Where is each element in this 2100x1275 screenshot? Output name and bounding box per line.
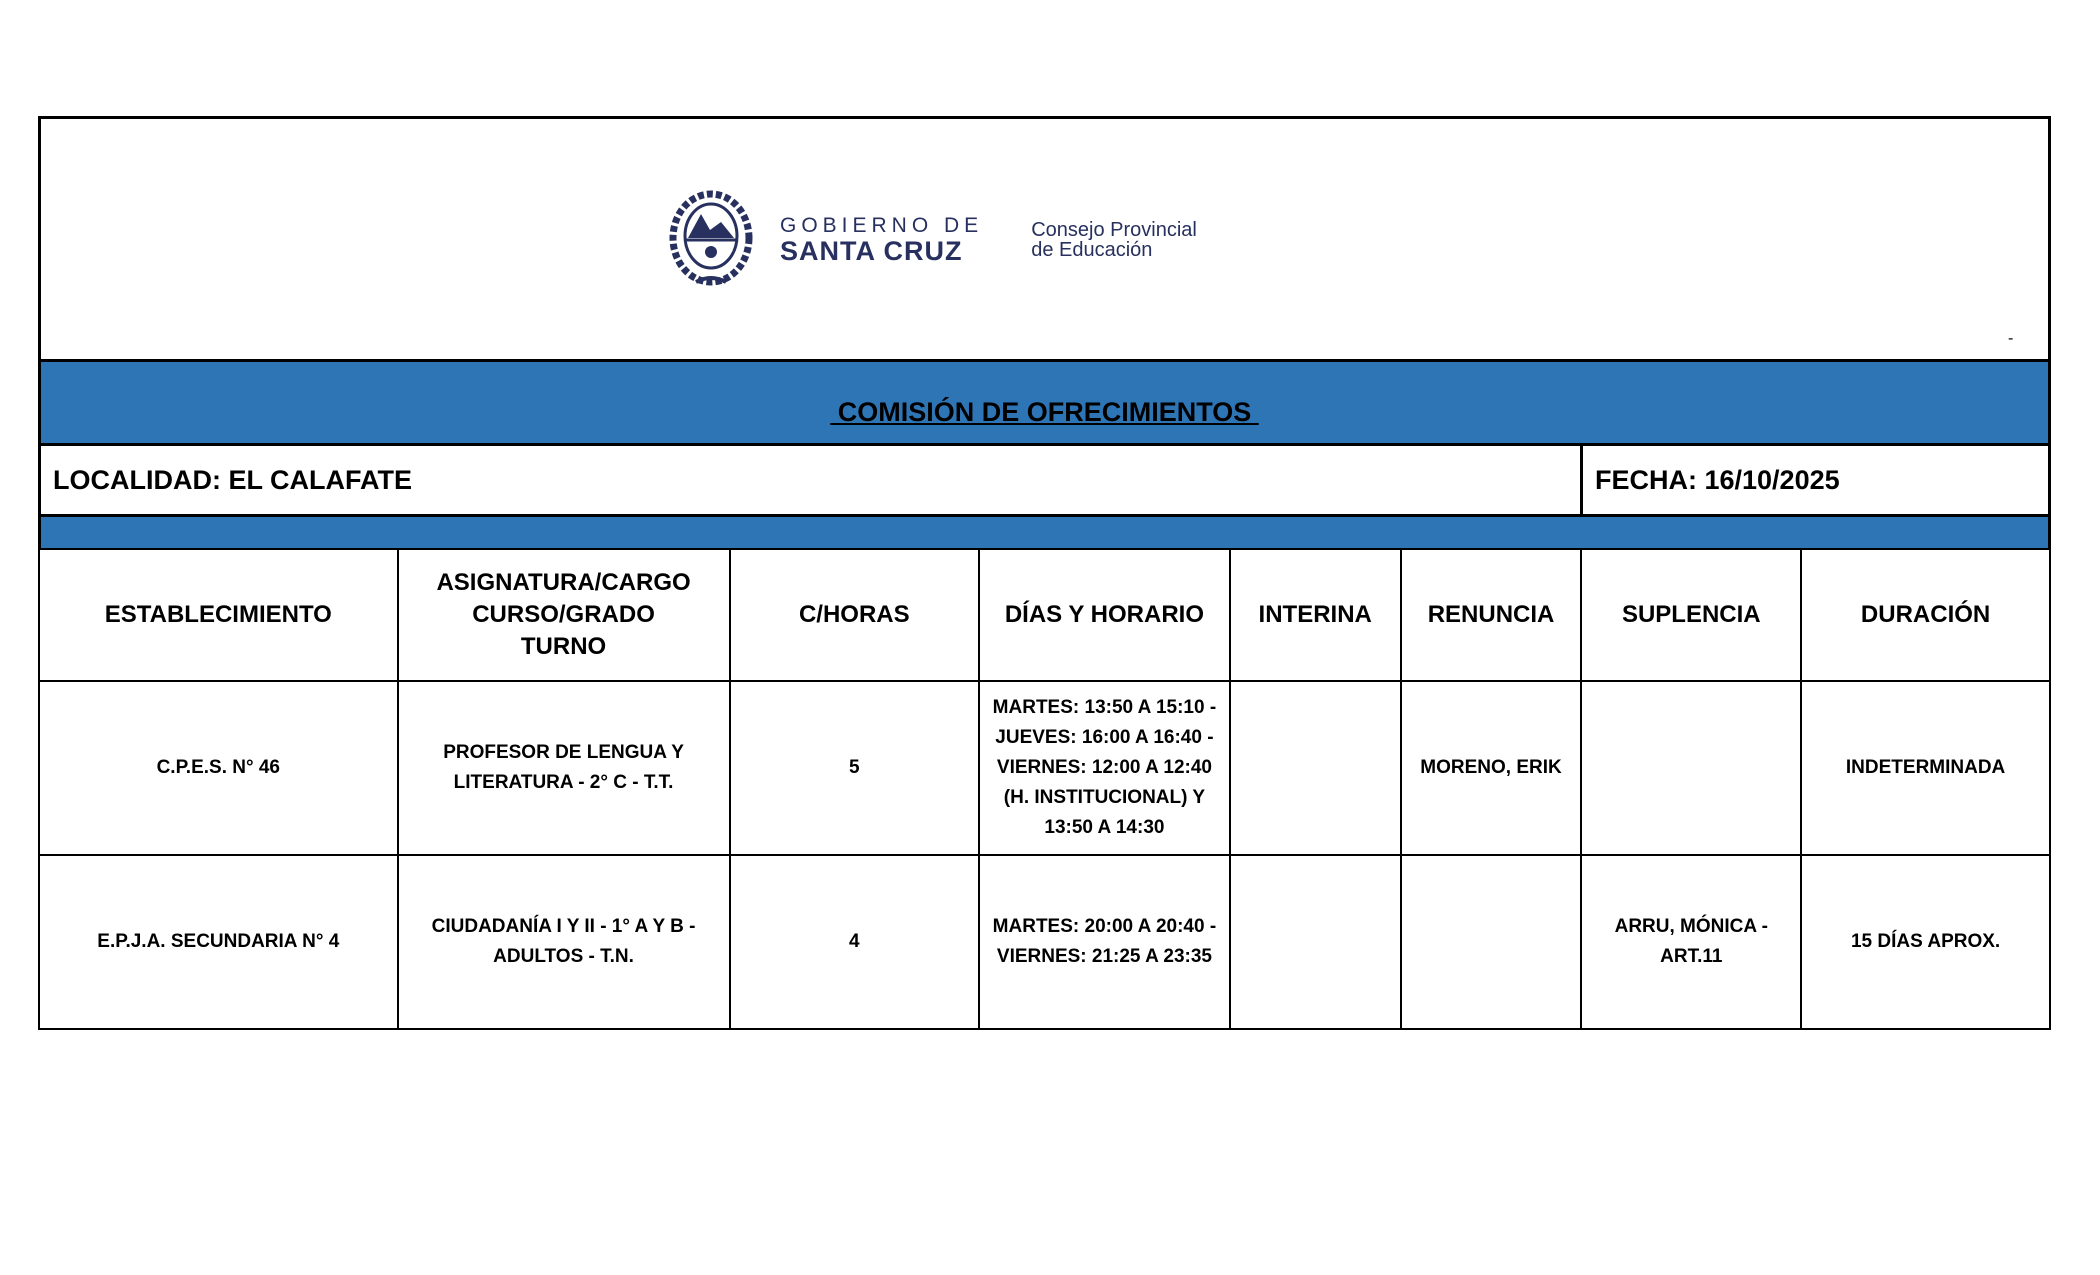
cell-asignatura: PROFESOR DE LENGUA Y LITERATURA - 2° C - T.T.	[398, 681, 730, 855]
col-duracion: DURACIÓN	[1801, 549, 2050, 681]
consejo-line1: Consejo Provincial	[1031, 219, 1197, 241]
cell-duracion: INDETERMINADA	[1801, 681, 2050, 855]
cell-renuncia	[1401, 855, 1582, 1029]
cell-suplencia: ARRU, MÓNICA - ART.11	[1581, 855, 1801, 1029]
logo-line1: GOBIERNO DE	[780, 214, 984, 237]
cell-interina	[1230, 681, 1401, 855]
cell-asignatura: CIUDADANÍA I Y II - 1° A Y B - ADULTOS - T.N.	[398, 855, 730, 1029]
info-row	[38, 443, 2051, 517]
cell-dias-horario: MARTES: 20:00 A 20:40 - VIERNES: 21:25 A 23:35	[979, 855, 1230, 1029]
cell-dias-horario: MARTES: 13:50 A 15:10 - JUEVES: 16:00 A 16:40 - VIERNES: 12:00 A 12:40 (H. INSTITUCIONAL) Y 13:50 A 14:30	[979, 681, 1230, 855]
cell-duracion: 15 DÍAS APROX.	[1801, 855, 2050, 1029]
gobierno-wordmark	[780, 215, 983, 265]
offers-table	[38, 548, 2051, 1030]
col-dias-horario: DÍAS Y HORARIO	[979, 549, 1230, 681]
table-header-row	[39, 549, 2050, 681]
col-establecimiento: ESTABLECIMIENTO	[39, 549, 398, 681]
coat-of-arms-icon	[666, 190, 756, 290]
cell-horas: 4	[730, 855, 980, 1029]
cell-establecimiento: C.P.E.S. N° 46	[39, 681, 398, 855]
cell-horas: 5	[730, 681, 980, 855]
col-renuncia: RENUNCIA	[1401, 549, 1582, 681]
col-interina: INTERINA	[1230, 549, 1401, 681]
table-row	[39, 681, 2050, 855]
localidad: LOCALIDAD: EL CALAFATE	[41, 446, 1583, 514]
table-row	[39, 855, 2050, 1029]
col-asignatura: ASIGNATURA/CARGO CURSO/GRADO TURNO	[398, 549, 730, 681]
title-band	[38, 359, 2051, 443]
consejo-wordmark	[1031, 220, 1197, 260]
header-mark: -	[2008, 330, 2014, 347]
cell-renuncia: MORENO, ERIK	[1401, 681, 1582, 855]
consejo-line2: de Educación	[1031, 239, 1153, 261]
cell-establecimiento: E.P.J.A. SECUNDARIA N° 4	[39, 855, 398, 1029]
cell-suplencia	[1581, 681, 1801, 855]
logo	[666, 190, 1226, 290]
col-horas: C/HORAS	[730, 549, 980, 681]
fecha: FECHA: 16/10/2025	[1595, 464, 1840, 495]
col-suplencia: SUPLENCIA	[1581, 549, 1801, 681]
cell-interina	[1230, 855, 1401, 1029]
page-title: COMISIÓN DE OFRECIMIENTOS	[830, 397, 1259, 427]
logo-line2: SANTA CRUZ	[780, 236, 963, 266]
separator-band	[38, 517, 2051, 548]
